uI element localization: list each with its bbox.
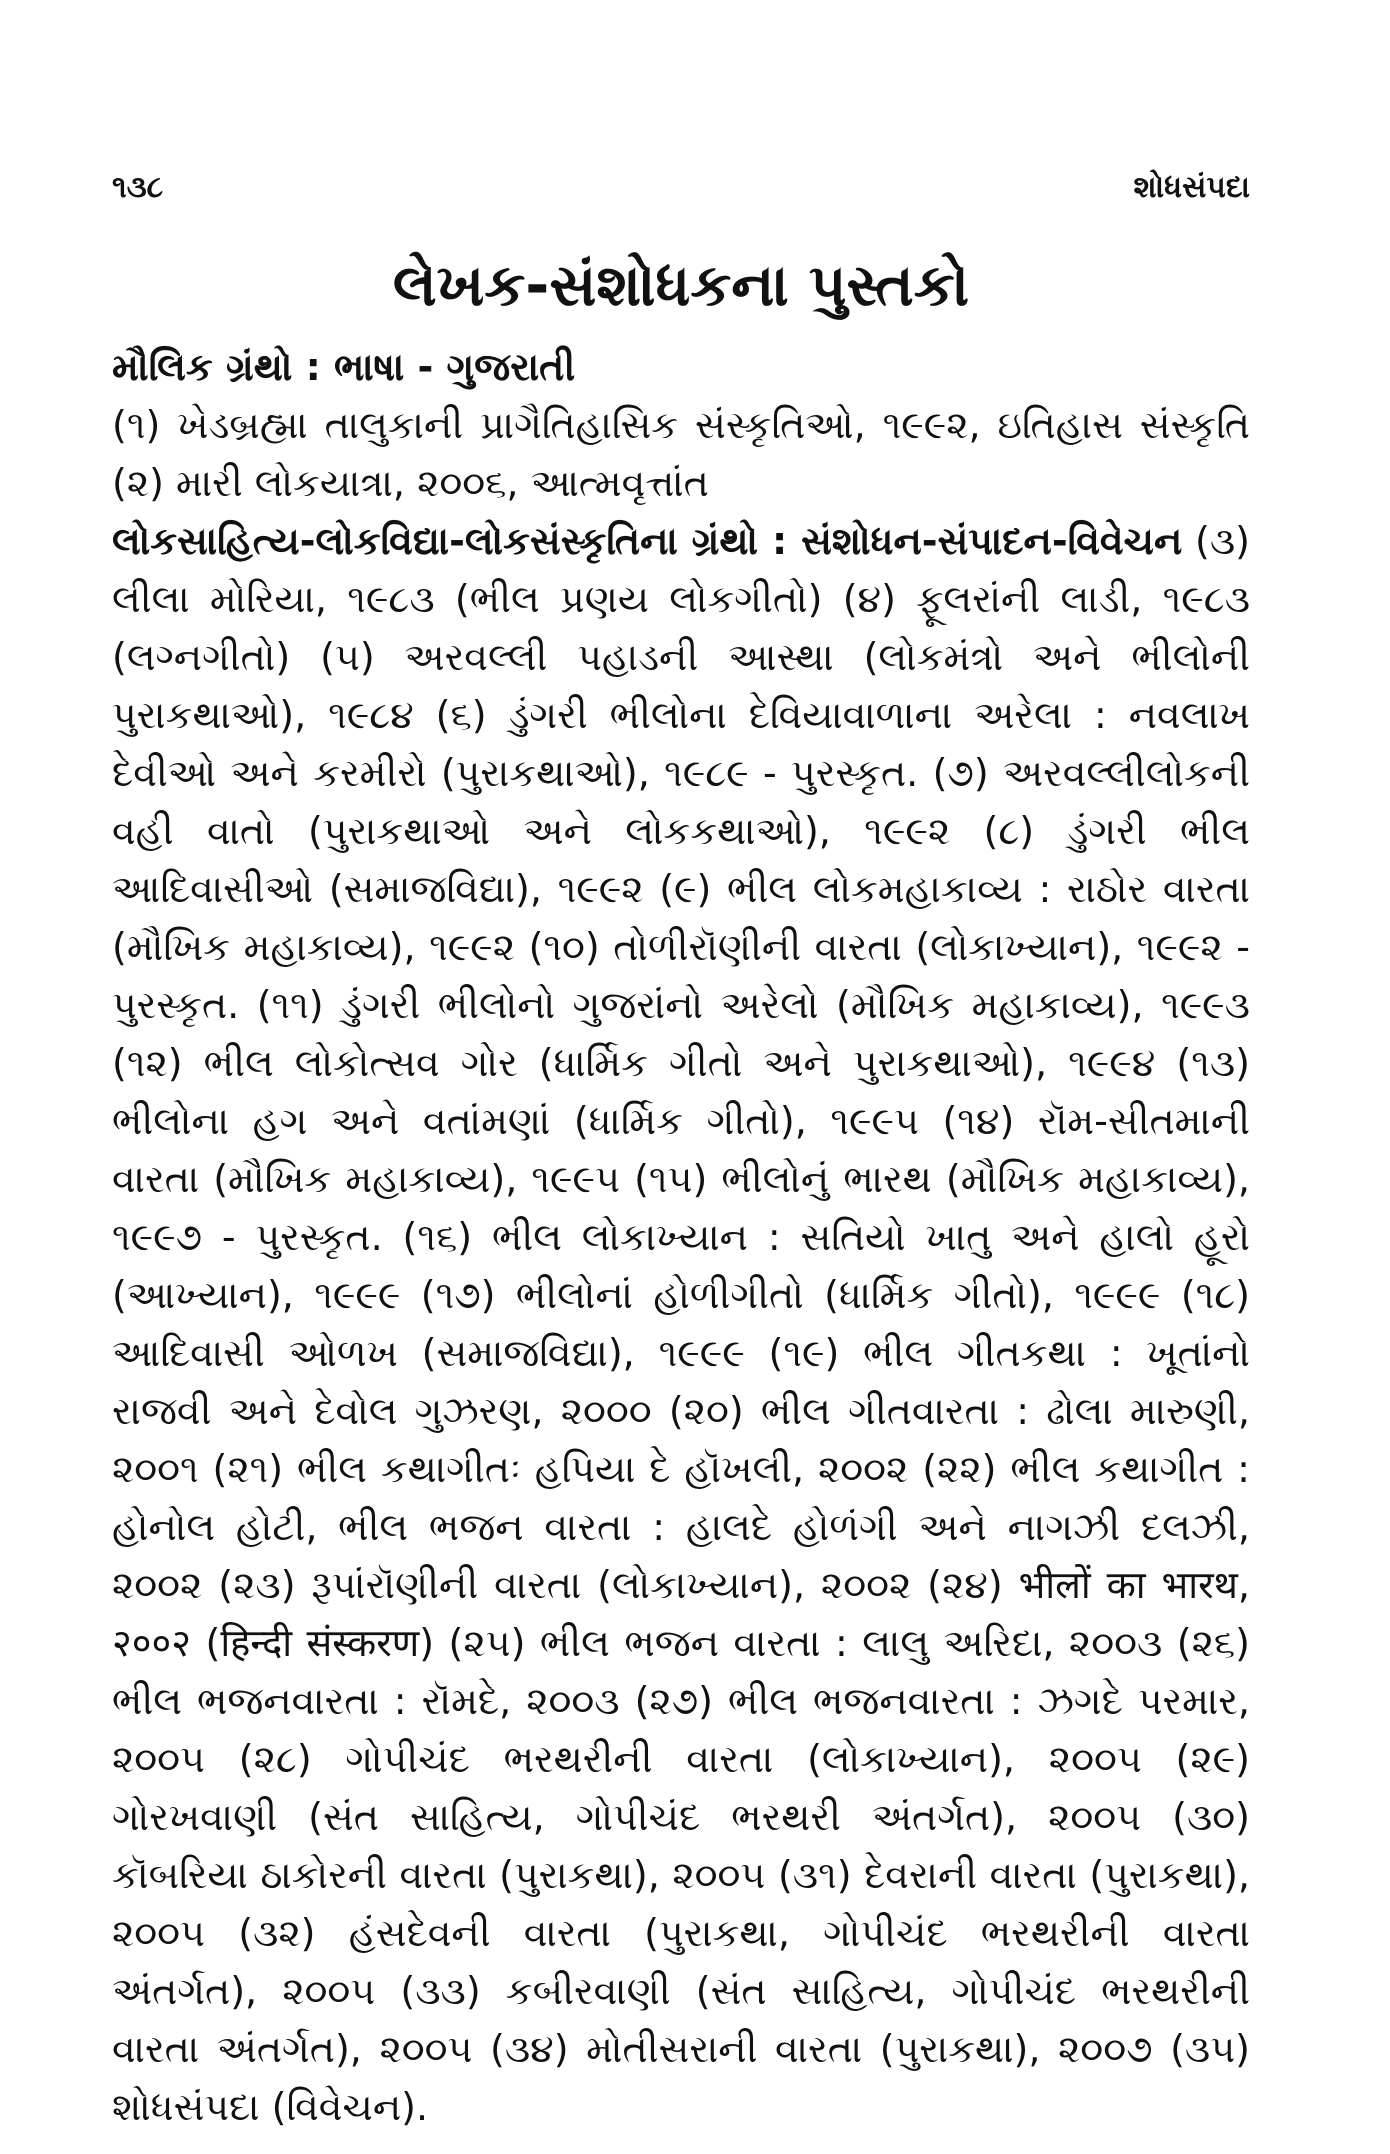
section-heading-folklore-works: લોકસાહિત્ય-લોકવિદ્યા-લોકસંસ્કૃતિના ગ્રંથો : સંશોધન-સંપાદન-વિવેચન	[112, 519, 1183, 563]
original-works-list: (૧) ખેડબ્રહ્મા તાલુકાની પ્રાગૈતિહાસિક સંસ્કૃતિઓ, ૧૯૯૨, ઇતિહાસ સંસ્કૃતિ (૨) મારી લોકયાત્રા, ૨૦૦૬, આત્મવૃત્તાંત	[112, 403, 1250, 505]
book-list	[112, 338, 1250, 2136]
folklore-works-list: (૩) લીલા મોરિયા, ૧૯૮૩ (ભીલ પ્રણય લોકગીતો) (૪) ફૂલરાંની લાડી, ૧૯૮૩ (લગ્નગીતો) (૫) અરવલ્લી પહાડની આસ્થા (લોકમંત્રો અને ભીલોની પુરાકથાઓ), ૧૯૮૪ (૬) ડુંગરી ભીલોના દેવિયાવાળાના અરેલા : નવલાખ દેવીઓ અને કરમીરો (પુરાકથાઓ), ૧૯૮૯ - પુરસ્કૃત. (૭) અરવલ્લીલોકની વહી વાતો (પુરાકથાઓ અને લોકકથાઓ), ૧૯૯૨ (૮) ડુંગરી ભીલ આદિવાસીઓ (સમાજવિદ્યા), ૧૯૯૨ (૯) ભીલ લોકમહાકાવ્ય : રાઠોર વારતા (મૌખિક મહાકાવ્ય), ૧૯૯૨ (૧૦) તોળીરૉણીની વારતા (લોકાખ્યાન), ૧૯૯૨ - પુરસ્કૃત. (૧૧) ડુંગરી ભીલોનો ગુજરાંનો અરેલો (મૌખિક મહાકાવ્ય), ૧૯૯૩ (૧૨) ભીલ લોકોત્સવ ગોર (ધાર્મિક ગીતો અને પુરાકથાઓ), ૧૯૯૪ (૧૩) ભીલોના હગ અને વતાંમણાં (ધાર્મિક ગીતો), ૧૯૯૫ (૧૪) રૉમ-સીતમાની વારતા (મૌખિક મહાકાવ્ય), ૧૯૯૫ (૧૫) ભીલોનું ભારથ (મૌખિક મહાકાવ્ય), ૧૯૯૭ - પુરસ્કૃત. (૧૬) ભીલ લોકાખ્યાન : સતિયો ખાતુ અને હાલો હૂરો (આખ્યાન), ૧૯૯૯ (૧૭) ભીલોનાં હોળીગીતો (ધાર્મિક ગીતો), ૧૯૯૯ (૧૮) આદિવાસી ઓળખ (સમાજવિદ્યા), ૧૯૯૯ (૧૯) ભીલ ગીતકથા : ખૂતાંનો રાજવી અને દેવોલ ગુઝરણ, ૨૦૦૦ (૨૦) ભીલ ગીતવારતા : ઢોલા મારુણી, ૨૦૦૧ (૨૧) ભીલ કથાગીતઃ હપિયા દે હૉખલી, ૨૦૦૨ (૨૨) ભીલ કથાગીત : હોનોલ હોટી, ભીલ ભજન વારતા : હાલદે હોળંગી અને નાગઝી દલઝી, ૨૦૦૨ (૨૩) રૂપાંરૉણીની વારતા (લોકાખ્યાન), ૨૦૦૨ (૨૪) भीलों का भारथ, २००२ (हिन्दी संस्करण) (૨૫) ભીલ ભજન વારતા : લાલુ અરિદા, ૨૦૦૩ (૨૬) ભીલ ભજનવારતા : રૉમદે, ૨૦૦૩ (૨૭) ભીલ ભજનવારતા : ઝગદે પરમાર, ૨૦૦૫ (૨૮) ગોપીચંદ ભરથરીની વારતા (લોકાખ્યાન), ૨૦૦૫ (૨૯) ગોરખવાણી (સંત સાહિત્ય, ગોપીચંદ ભરથરી અંતર્ગત), ૨૦૦૫ (૩૦) કૉબરિયા ઠાકોરની વારતા (પુરાકથા), ૨૦૦૫ (૩૧) દેવરાની વારતા (પુરાકથા), ૨૦૦૫ (૩૨) હંસદેવની વારતા (પુરાકથા, ગોપીચંદ ભરથરીની વારતા અંતર્ગત), ૨૦૦૫ (૩૩) કબીરવાણી (સંત સાહિત્ય, ગોપીચંદ ભરથરીની વારતા અંતર્ગત), ૨૦૦૫ (૩૪) મોતીસરાની વારતા (પુરાકથા), ૨૦૦૭ (૩૫) શોધસંપદા (વિવેચન).	[112, 519, 1250, 2129]
page-header	[112, 170, 1250, 210]
page-title: લેખક-સંશોધકના પુસ્તકો	[392, 251, 970, 319]
folklore-works-block	[112, 512, 1250, 2136]
section-heading-original-works: મૌલિક ગ્રંથો : ભાષા - ગુજરાતી	[112, 345, 576, 389]
page-number: ૧૩૮	[112, 170, 164, 205]
running-head: શોધસંપદા	[1133, 170, 1250, 205]
